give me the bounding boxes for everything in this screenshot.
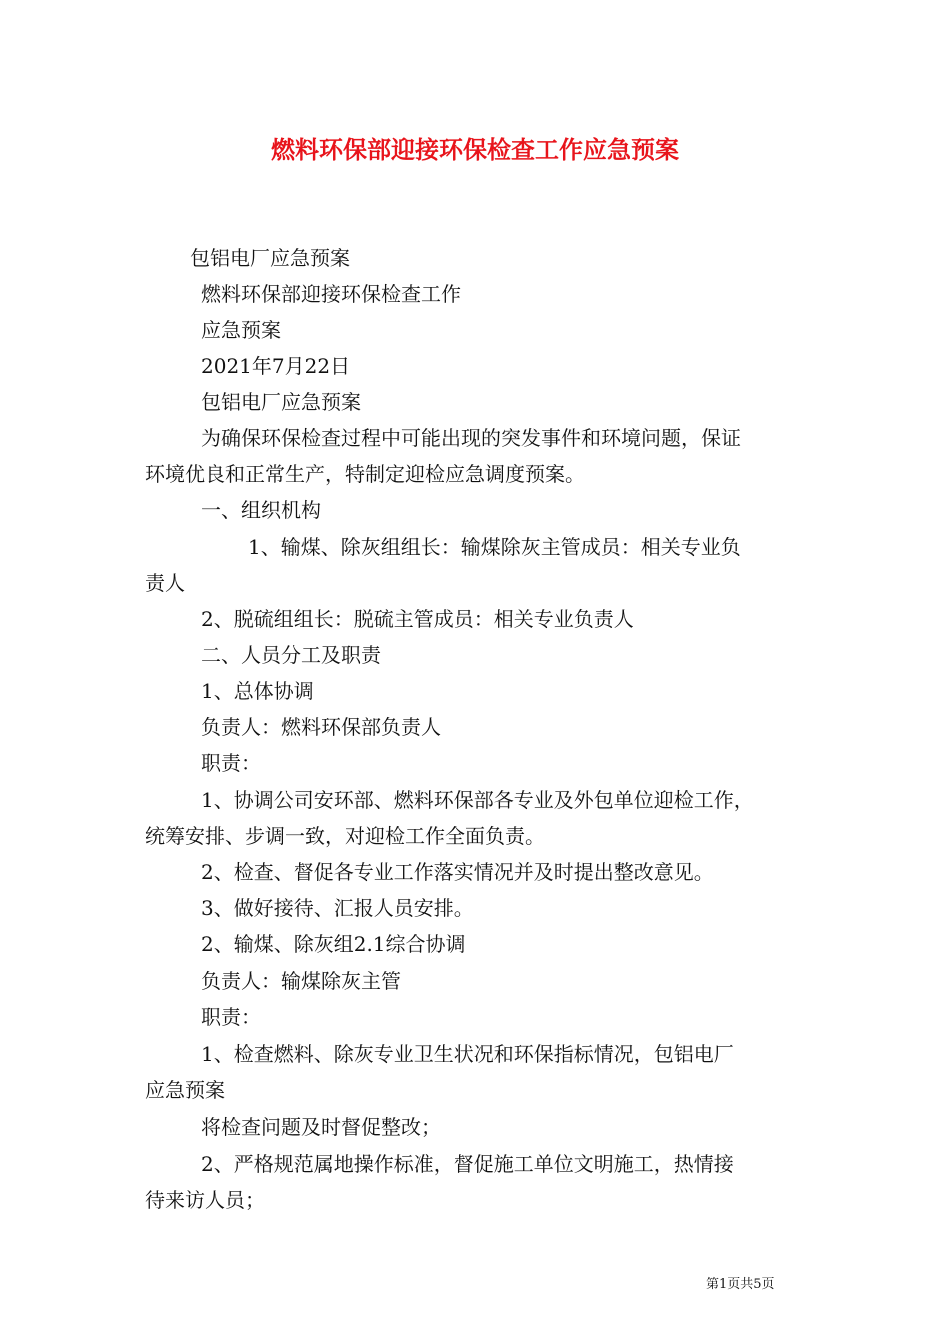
- text-line: 应急预案: [145, 1078, 225, 1102]
- text-line: 负责人：输煤除灰主管: [201, 969, 401, 993]
- text-line: 职责：: [201, 751, 261, 775]
- page-number: 第1页共5页: [706, 1277, 775, 1292]
- text-line: 负责人：燃料环保部负责人: [201, 715, 441, 739]
- text-line: 环境优良和正常生产，特制定迎检应急调度预案。: [145, 462, 585, 486]
- text-line: 职责：: [201, 1005, 261, 1029]
- text-line: 应急预案: [201, 318, 281, 342]
- text-line: 1、检查燃料、除灰专业卫生状况和环保指标情况，包铝电厂: [201, 1042, 734, 1066]
- text-line: 将检查问题及时督促整改；: [201, 1115, 441, 1139]
- text-line: 燃料环保部迎接环保检查工作: [201, 282, 461, 306]
- text-line: 一、组织机构: [201, 498, 321, 522]
- text-line: 1、输煤、除灰组组长：输煤除灰主管成员：相关专业负: [248, 535, 741, 559]
- text-line: 统筹安排、步调一致，对迎检工作全面负责。: [145, 824, 545, 848]
- text-line: 待来访人员；: [145, 1188, 265, 1212]
- text-line: 2、检查、督促各专业工作落实情况并及时提出整改意见。: [201, 860, 714, 884]
- text-line: 1、总体协调: [201, 679, 314, 703]
- text-line: 包铝电厂应急预案: [190, 246, 350, 270]
- text-line: 1、协调公司安环部、燃料环保部各专业及外包单位迎检工作，: [201, 788, 754, 812]
- text-line: 2021年7月22日: [201, 354, 351, 378]
- text-line: 2、脱硫组组长：脱硫主管成员：相关专业负责人: [201, 607, 634, 631]
- text-line: 2、输煤、除灰组2.1综合协调: [201, 932, 466, 956]
- text-line: 二、人员分工及职责: [201, 643, 381, 667]
- text-line: 3、做好接待、汇报人员安排。: [201, 896, 474, 920]
- page-title: 燃料环保部迎接环保检查工作应急预案: [271, 135, 679, 164]
- text-line: 责人: [145, 571, 185, 595]
- text-line: 为确保环保检查过程中可能出现的突发事件和环境问题，保证: [201, 426, 741, 450]
- text-line: 2、严格规范属地操作标准，督促施工单位文明施工，热情接: [201, 1152, 734, 1176]
- text-line: 包铝电厂应急预案: [201, 390, 361, 414]
